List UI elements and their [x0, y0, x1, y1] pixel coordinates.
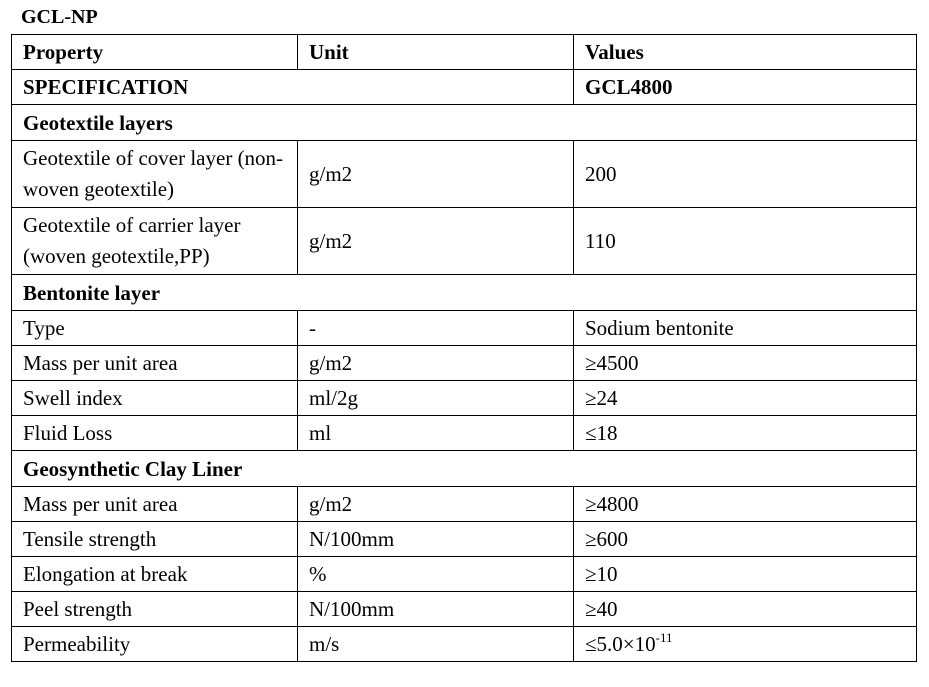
specification-row	[12, 70, 917, 105]
section-heading-row	[12, 275, 917, 311]
unit-cell: %	[298, 557, 574, 592]
section-heading-row	[12, 451, 917, 487]
table-row	[12, 346, 917, 381]
table-row	[12, 522, 917, 557]
unit-cell: N/100mm	[298, 522, 574, 557]
property-cell: Permeability	[12, 627, 298, 662]
section-heading-row	[12, 105, 917, 141]
value-cell: ≤18	[574, 416, 917, 451]
table-row	[12, 311, 917, 346]
unit-cell: g/m2	[298, 141, 574, 208]
unit-cell: -	[298, 311, 574, 346]
table-row	[12, 487, 917, 522]
value-cell: 110	[574, 208, 917, 275]
header-values: Values	[574, 35, 917, 70]
property-cell: Mass per unit area	[12, 346, 298, 381]
table-header-row	[12, 35, 917, 70]
value-cell: ≥40	[574, 592, 917, 627]
property-cell: Mass per unit area	[12, 487, 298, 522]
section-heading: Geotextile layers	[12, 105, 917, 141]
property-cell: Peel strength	[12, 592, 298, 627]
value-cell: ≥4500	[574, 346, 917, 381]
table-row	[12, 627, 917, 662]
section-heading: Geosynthetic Clay Liner	[12, 451, 917, 487]
value-cell: Sodium bentonite	[574, 311, 917, 346]
unit-cell: g/m2	[298, 346, 574, 381]
specification-table	[11, 34, 917, 662]
table-row	[12, 557, 917, 592]
header-unit: Unit	[298, 35, 574, 70]
value-cell: ≥4800	[574, 487, 917, 522]
unit-cell: g/m2	[298, 208, 574, 275]
property-cell: Elongation at break	[12, 557, 298, 592]
value-cell: ≥10	[574, 557, 917, 592]
property-cell: Geotextile of carrier layer (woven geotextile,PP)	[12, 208, 298, 275]
specification-label: SPECIFICATION	[12, 70, 574, 105]
property-cell: Swell index	[12, 381, 298, 416]
unit-cell: m/s	[298, 627, 574, 662]
value-cell: ≥600	[574, 522, 917, 557]
unit-cell: N/100mm	[298, 592, 574, 627]
unit-cell: g/m2	[298, 487, 574, 522]
property-cell: Geotextile of cover layer (non-woven geotextile)	[12, 141, 298, 208]
document-title: GCL-NP	[21, 6, 98, 28]
value-exponent: -11	[655, 630, 673, 645]
header-property: Property	[12, 35, 298, 70]
unit-cell: ml	[298, 416, 574, 451]
property-cell: Tensile strength	[12, 522, 298, 557]
unit-cell: ml/2g	[298, 381, 574, 416]
property-cell: Type	[12, 311, 298, 346]
table-row	[12, 381, 917, 416]
table-row	[12, 592, 917, 627]
section-heading: Bentonite layer	[12, 275, 917, 311]
value-cell	[574, 627, 917, 662]
property-cell: Fluid Loss	[12, 416, 298, 451]
value-cell: 200	[574, 141, 917, 208]
table-row	[12, 141, 917, 208]
value-cell: ≥24	[574, 381, 917, 416]
table-row	[12, 416, 917, 451]
table-row	[12, 208, 917, 275]
value-base: ≤5.0×10	[585, 632, 656, 656]
specification-value: GCL4800	[574, 70, 917, 105]
